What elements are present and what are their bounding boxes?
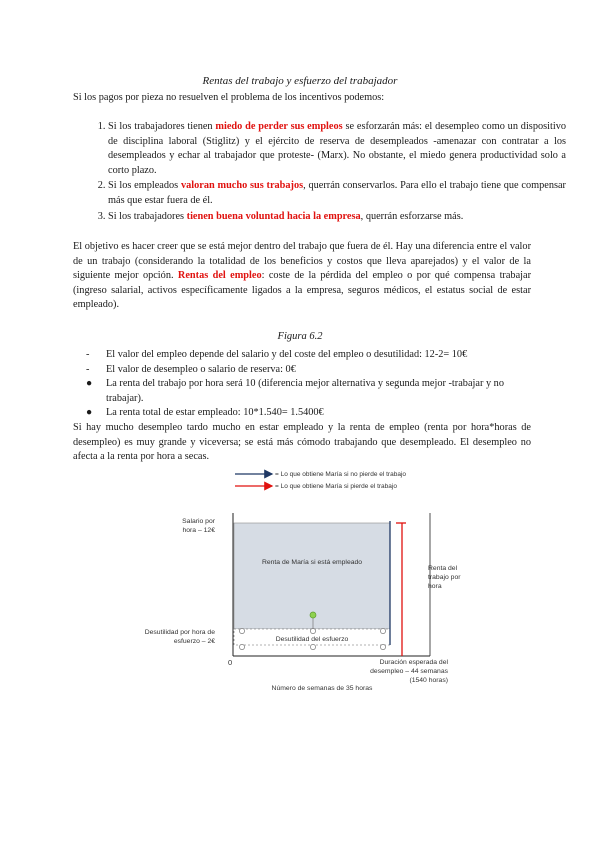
origin-label: 0 [228,658,233,667]
handle-marker [239,628,244,633]
list-item: 2. Si los empleados valoran mucho sus trabajos, querrán conservarlos. Para ello el trabajo tiene que compensar más que estar fuera de él. [108,179,566,208]
y-top-label-1: Salario por [182,518,215,525]
bullet-list [73,348,531,421]
list-item: - El valor de desempleo o salario de reserva: 0€ [86,363,296,375]
x-right-label-2: desempleo – 44 semanas [370,668,448,675]
handle-marker [380,628,385,633]
legend-blue-label: = Lo que obtiene María si no pierde el trabajo [275,471,406,478]
handle-marker [380,644,385,649]
list-item: 3. Si los trabajadores tienen buena voluntad hacia la empresa, querrán esforzarse más. [108,210,566,225]
x-right-label-3: (1540 horas) [409,677,448,684]
right-label-3: hora [428,583,442,590]
handle-marker [310,628,315,633]
y-top-label-2: hora – 12€ [182,527,215,534]
list-item: 1. Si los trabajadores tienen miedo de perder sus empleos se esforzarán más: el desempleo como un dispositivo de disciplina laboral (Stiglitz) y el ejército de reserva de desempleados -amenazar con contratar a los desempleados y echar al trabajador que proteste- (Marx). No obstante, el miedo genera productividad solo a corto plazo. [108,120,566,178]
right-label-2: trabajo por [428,574,461,581]
right-label-1: Renta del [428,565,458,572]
paragraph-unemployment: Si hay mucho desempleo tardo mucho en estar empleado y la renta de empleo (renta por hora*horas de desempleo) es muy grande y viceversa; se está más cómodo trabajando que desempleado. El desempleo no afecta a la renta por hora a secas. [73,422,531,463]
figure-6-2-diagram [0,455,600,705]
rotation-handle [310,612,316,618]
y-low-label-1: Desutilidad por hora de [144,629,215,636]
figure-title: Figura 6.2 [277,331,323,342]
handle-marker [310,644,315,649]
handle-marker [239,644,244,649]
legend-red-label: = Lo que obtiene María si pierde el trabajo [275,483,397,490]
intro-text: Si los pagos por pieza no resuelven el problema de los incentivos podemos: [73,92,385,103]
x-right-label-1: Duración esperada del [379,659,448,666]
band-label: Desutilidad del esfuerzo [275,636,349,643]
list-item: ● La renta del trabajo por hora será 10 (diferencia mejor alternativa y segunda mejor -trabajar y no trabajar). [86,378,504,404]
area-label: Renta de María si está empleado [261,559,363,566]
y-low-label-2: esfuerzo – 2€ [173,638,215,645]
page-title: Rentas del trabajo y esfuerzo del trabajador [202,75,398,87]
list-item: - El valor del empleo depende del salario y del coste del empleo o desutilidad: 12-2= 10€ [86,349,468,360]
list-item: ● La renta total de estar empleado: 10*1.540= 1.5400€ [86,407,324,419]
paragraph-rentas: El objetivo es hacer creer que se está mejor dentro del trabajo que fuera de él. Hay una diferencia entre el valor de un trabajo (considerando la totalidad de los beneficios y costos que lleva aparejados) y el valor de la siguiente mejor opción. Rentas del empleo: coste de la pérdida del empleo o por qué compensa trabajar (ingreso salarial, activos específicamente ligados a la empresa, seguros médicos, el estatus social de estar empleado). [73,241,532,311]
x-axis-label: Número de semanas de 35 horas [271,685,373,692]
strategy-list [73,120,566,225]
